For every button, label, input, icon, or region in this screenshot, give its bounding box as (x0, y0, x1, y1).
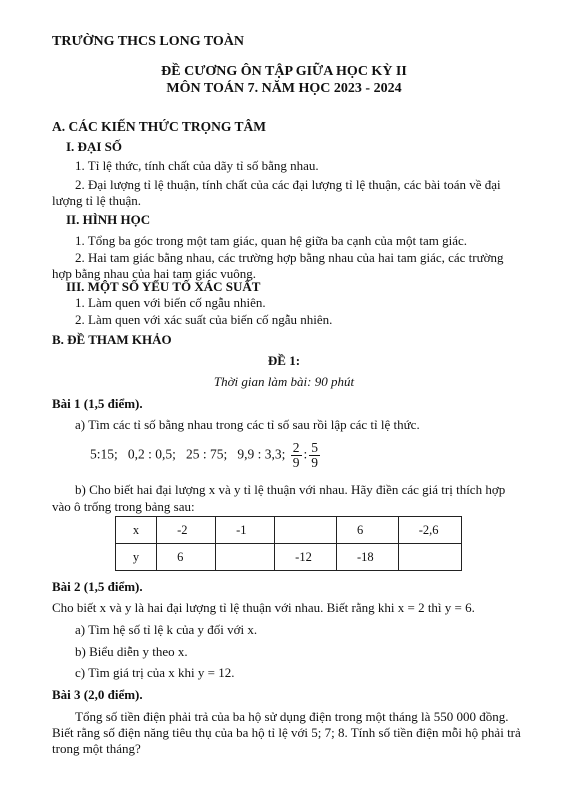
fraction-denominator: 9 (311, 455, 319, 470)
dai-so-item-1: 1. Tỉ lệ thức, tính chất của dãy tỉ số bằng nhau. (75, 158, 319, 173)
ratio-list: 5:15; 0,2 : 0,5; 25 : 75; 9,9 : 3,3; $\frac{2}{9}$ : $\frac{5}{9}$ (90, 440, 319, 470)
exam-time: Thời gian làm bài: 90 phút (213, 374, 355, 389)
dai-so-item-2-cont: lượng tỉ lệ thuận. (52, 193, 142, 208)
xac-suat-heading: III. MỘT SỐ YẾU TỐ XÁC SUẤT (66, 279, 261, 294)
section-a-heading: A. CÁC KIẾN THỨC TRỌNG TÂM (52, 119, 267, 134)
exam-number: ĐỀ 1: (267, 353, 301, 368)
table-cell: 6 (157, 544, 216, 571)
section-b-heading: B. ĐỀ THAM KHẢO (52, 332, 172, 347)
bai-2-a: a) Tìm hệ số tỉ lệ k của y đối với x. (75, 622, 258, 637)
table-cell (275, 517, 337, 544)
table-cell (398, 544, 461, 571)
hinh-hoc-item-1: 1. Tổng ba góc trong một tam giác, quan hệ giữa ba cạnh của một tam giác. (75, 233, 467, 248)
xac-suat-item-1: 1. Làm quen với biến cố ngẫu nhiên. (75, 295, 266, 310)
bai-2-intro: Cho biết x và y là hai đại lượng tỉ lệ thuận với nhau. Biết rằng khi x = 2 thì y = 6. (52, 600, 475, 615)
hinh-hoc-heading: II. HÌNH HỌC (66, 212, 151, 227)
table-row-x (116, 517, 462, 544)
bai-2-heading: Bài 2 (1,5 điểm). (52, 579, 143, 594)
value-table (115, 516, 462, 571)
bai-1-b-line2: vào ô trống trong bảng sau: (52, 499, 195, 514)
hinh-hoc-item-2: 2. Hai tam giác bằng nhau, các trường hợp bằng nhau của hai tam giác, các trường (75, 250, 504, 265)
hinh-hoc-item-2-cont: hợp bằng nhau của hai tam giác vuông. (52, 266, 256, 281)
document-title: ĐỀ CƯƠNG ÔN TẬP GIỮA HỌC KỲ II (161, 64, 407, 79)
table-cell: -1 (216, 517, 275, 544)
table-cell (216, 544, 275, 571)
table-cell: -18 (336, 544, 398, 571)
ratio-text: 5:15; 0,2 : 0,5; 25 : 75; 9,9 : 3,3; (90, 446, 286, 462)
table-cell: -2 (157, 517, 216, 544)
table-cell: y (116, 544, 157, 571)
bai-1-b-line1: b) Cho biết hai đại lượng x và y tỉ lệ thuận với nhau. Hãy điền các giá trị thích hợp (75, 482, 506, 497)
bai-2-b: b) Biểu diễn y theo x. (75, 644, 188, 659)
bai-3-heading: Bài 3 (2,0 điểm). (52, 687, 143, 702)
bai-1-heading: Bài 1 (1,5 điểm). (52, 396, 143, 411)
dai-so-item-2: 2. Đại lượng tỉ lệ thuận, tính chất của các đại lượng tỉ lệ thuận, các bài toán về đại (75, 177, 501, 192)
bai-3-line2: Biết rằng số điện năng tiêu thụ của ba hộ tỉ lệ với 5; 7; 8. Tính số tiền điện mỗi hộ phải trả (52, 725, 521, 740)
table-cell: 6 (336, 517, 398, 544)
bai-3-line3: trong một tháng? (52, 741, 141, 756)
bai-3-line1: Tổng số tiền điện phải trả của ba hộ sử dụng điện trong một tháng là 550 000 đồng. (75, 709, 509, 724)
table-row-y (116, 544, 462, 571)
school-name: TRƯỜNG THCS LONG TOÀN (52, 34, 245, 49)
fraction-numerator: 5 (311, 440, 319, 455)
document-subtitle: MÔN TOÁN 7. NĂM HỌC 2023 - 2024 (166, 81, 402, 96)
fraction-denominator: 9 (292, 455, 300, 470)
table-cell: -2,6 (398, 517, 461, 544)
fraction-5-9 (309, 441, 320, 470)
table-cell: x (116, 517, 157, 544)
xac-suat-item-2: 2. Làm quen với xác suất của biến cố ngẫu nhiên. (75, 312, 333, 327)
dai-so-heading: I. ĐẠI SỐ (66, 139, 122, 154)
bai-1-a: a) Tìm các tỉ số bằng nhau trong các tỉ số sau rồi lập các tỉ lệ thức. (75, 417, 420, 432)
table-cell: -12 (275, 544, 337, 571)
bai-2-c: c) Tìm giá trị của x khi y = 12. (75, 665, 235, 680)
fraction-numerator: 2 (292, 440, 300, 455)
fraction-2-9 (291, 441, 302, 470)
